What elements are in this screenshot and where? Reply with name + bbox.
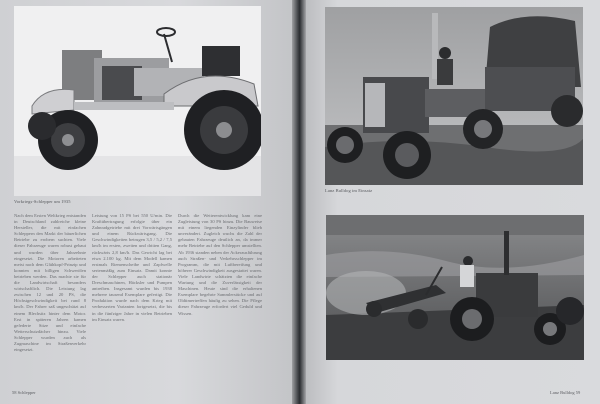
photo1-caption: Vorkriegs-Schlepper um 1935 bbox=[14, 199, 71, 204]
tractor-plough-illustration bbox=[326, 215, 584, 360]
photo-studio-tractor bbox=[14, 6, 261, 196]
folio-right: Lanz Bulldog 59 bbox=[550, 390, 581, 395]
text-column-3 bbox=[178, 213, 262, 379]
text-column-2 bbox=[92, 213, 172, 385]
column-2-text: Leistung von 15 PS bei 550 U/min. Die Kraftübertragung erfolgte über ein Zahnradgetriebe mit drei Vorwärtsgängen und einem Rückwärtsgang. Die Geschwindigkeiten betrugen 3,5 / 5,2 / 7,5 km/h im ersten, zweiten und dritten Gang, rückwärts 2,8 km/h. Das Gewicht lag bei etwa 2.100 kg. Mit dem Modell kamen erstmals Riemenscheibe und Zapfwelle serienmäßig zum Einsatz. Damit konnte der Schlepper auch stationär Dreschmaschinen, Häcksler und Pumpen antreiben. Insgesamt wurden bis 1938 mehrere tausend Exemplare gefertigt. Die Produktion wurde nach dem Krieg mit verbesserten Varianten fortgesetzt, die bis in die fünfziger Jahre in vielen Betrieben im Einsatz waren. bbox=[92, 213, 172, 322]
tractor-hay-illustration bbox=[325, 7, 583, 185]
tractor-studio-illustration bbox=[14, 6, 261, 196]
book-gutter bbox=[292, 0, 306, 404]
column-3-text: Durch die Weiterentwicklung kam eine Zugleistung von 30 PS hinzu. Die Bauweise mit einem liegenden Einzylinder blieb unverändert. Zugleich wuchs die Zahl der gebauten Fahrzeuge deutlich an, da immer mehr Betriebe auf den Schlepper umstellten. Ab 1936 standen neben der Ackerausführung auch Straßen- und Verkehrsschlepper im Programm, die mit Luftbereifung und höherer Geschwindigkeit ausgestattet waren. Viele Landwirte schätzten die einfache Wartung und die Zuverlässigkeit der Maschinen. Heute sind die erhaltenen Exemplare begehrte Sammlerstücke und auf Oldtimertreffen häufig zu sehen. Die Pflege dieser Fahrzeuge erfordert viel Geduld und Wissen. bbox=[178, 213, 262, 316]
text-column-1 bbox=[14, 213, 86, 373]
photo-tractor-plough bbox=[326, 215, 584, 360]
photo2-caption: Lanz Bulldog im Einsatz bbox=[325, 188, 373, 193]
photo-tractor-hay-wagon bbox=[325, 7, 583, 185]
column-1-text: Nach dem Ersten Weltkrieg entstanden in Deutschland zahlreiche kleine Hersteller, die mit einfachen Schleppern den Markt der bäuerlichen Betriebe zu erobern suchten. Viele dieser Fahrzeuge waren robust gebaut und wurden über Jahrzehnte eingesetzt. Die Motoren arbeiteten meist nach dem Glühkopf-Prinzip und konnten mit billigen Schwerölen betrieben werden. Das machte sie für die Landwirtschaft besonders wirtschaftlich. Die Leistung lag zwischen 12 und 20 PS, die Höchstgeschwindigkeit bei rund 8 km/h. Der Fahrer saß ungeschützt auf einem Blechsitz hinter dem Motor. Erst in späteren Jahren kamen gefederte Sitze und einfache Wetterschutzdächer hinzu. Viele Schlepper wurden auch als Zugmaschine im Straßenverkehr eingesetzt. bbox=[14, 213, 86, 353]
folio-left: 58 Schlepper bbox=[12, 390, 36, 395]
